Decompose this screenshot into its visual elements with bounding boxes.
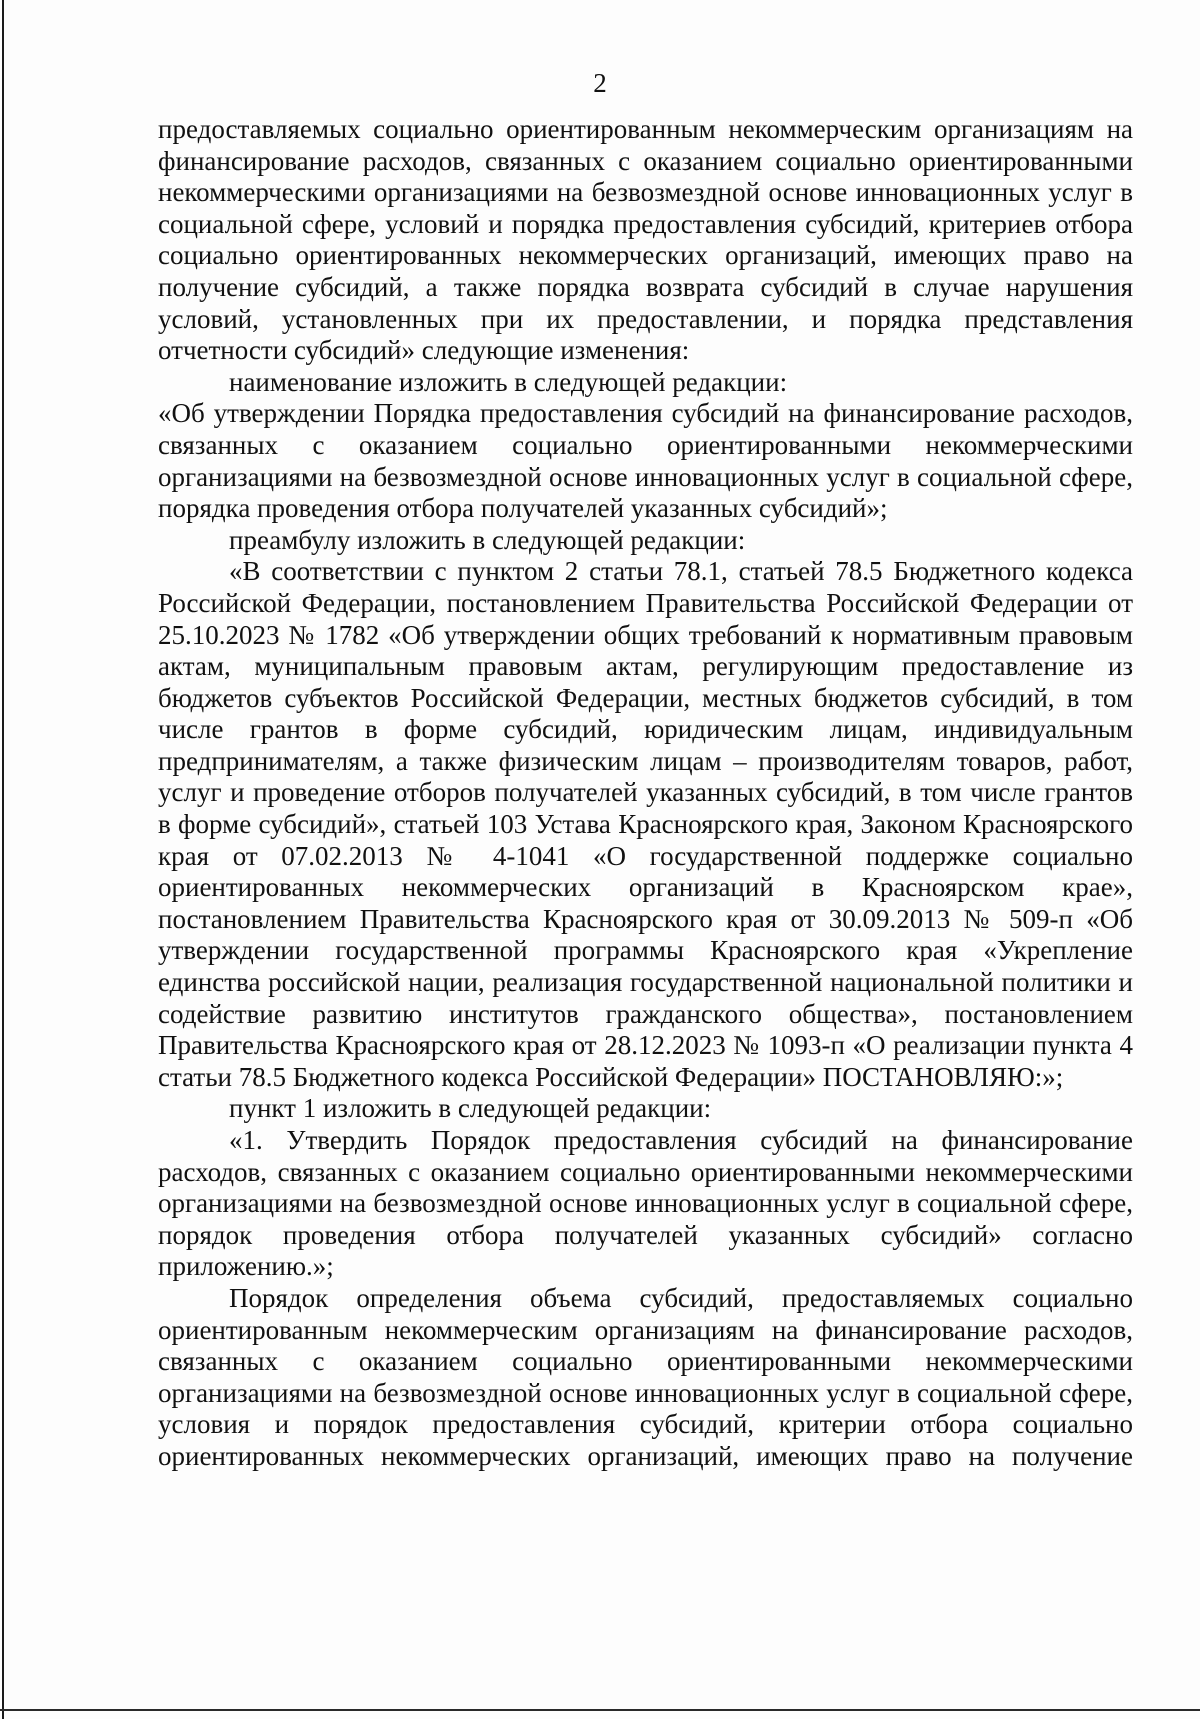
paragraph-point1-instruction: пункт 1 изложить в следующей редакции: [229,1093,712,1124]
paragraph-preamble-instruction: преамбулу изложить в следующей редакции: [229,524,746,555]
paragraph-new-title: «Об утверждении Порядка предоставления субсидий на финансирование расходов, связанных с оказанием социально ориентированными некоммерческими организациями на безвозмездной основе инновационных услуг в социальной сфере, порядка проведения отбора получателей указанных субсидий»; [158,398,1133,524]
scan-edge-bottom [0,1709,1200,1711]
paragraph-new-point1: «1. Утвердить Порядок предоставления субсидий на финансирование расходов, связанных с оказанием социально ориентированными некоммерческими организациями на безвозмездной основе инновационных услуг в социальной сфере, порядок проведения отбора получателей указанных субсидий» согласно приложению.»; [158,1125,1133,1282]
document-body [158,114,1133,1473]
paragraph-new-preamble: «В соответствии с пунктом 2 статьи 78.1, статьей 78.5 Бюджетного кодекса Российской Федерации, постановлением Правительства Российской Федерации от 25.10.2023 № 1782 «Об утверждении общих требований к нормативным правовым актам, муниципальным правовым актам, регулирующим предоставление из бюджетов субъектов Российской Федерации, местных бюджетов субсидий, в том числе грантов в форме субсидий, юридическим лицам, индивидуальным предпринимателям, а также физическим лицам – производителям товаров, работ, услуг и проведение отборов получателей указанных субсидий, в том числе грантов в форме субсидий», статьей 103 Устава Красноярского края, Законом Красноярского края от 07.02.2013 № 4-1041 «О государственной поддержке социально ориентированных некоммерческих организаций в Красноярском крае», постановлением Правительства Красноярского края от 30.09.2013 № 509-п «Об утверждении государственной программы Красноярского края «Укрепление единства российской нации, реализация государственной национальной политики и содействие развитию институтов гражданского общества», постановлением Правительства Красноярского края от 28.12.2023 № 1093-п «О реализации пункта 4 статьи 78.5 Бюджетного кодекса Российской Федерации» ПОСТАНОВЛЯЮ:»; [158,556,1133,1092]
scan-edge-left [2,0,4,1719]
paragraph-title-instruction: наименование изложить в следующей редакции: [229,366,788,397]
paragraph-procedure: Порядок определения объема субсидий, предоставляемых социально ориентированным некоммерческим организациям на финансирование расходов, связанных с оказанием социально ориентированными некоммерческими организациями на безвозмездной основе инновационных услуг в социальной сфере, условия и порядок предоставления субсидий, критерии отбора социально ориентированных некоммерческих организаций, имеющих право на получение [158,1282,1133,1471]
page-number: 2 [593,68,607,98]
paragraph-continuation: предоставляемых социально ориентированным некоммерческим организациям на финансирование расходов, связанных с оказанием социально ориентированными некоммерческими организациями на безвозмездной основе инновационных услуг в социальной сфере, условий и порядка предоставления субсидий, критериев отбора социально ориентированных некоммерческих организаций, имеющих право на получение субсидий, а также порядка возврата субсидий в случае нарушения условий, установленных при их предоставлении, и порядка представления отчетности субсидий» следующие изменения: [158,114,1133,366]
